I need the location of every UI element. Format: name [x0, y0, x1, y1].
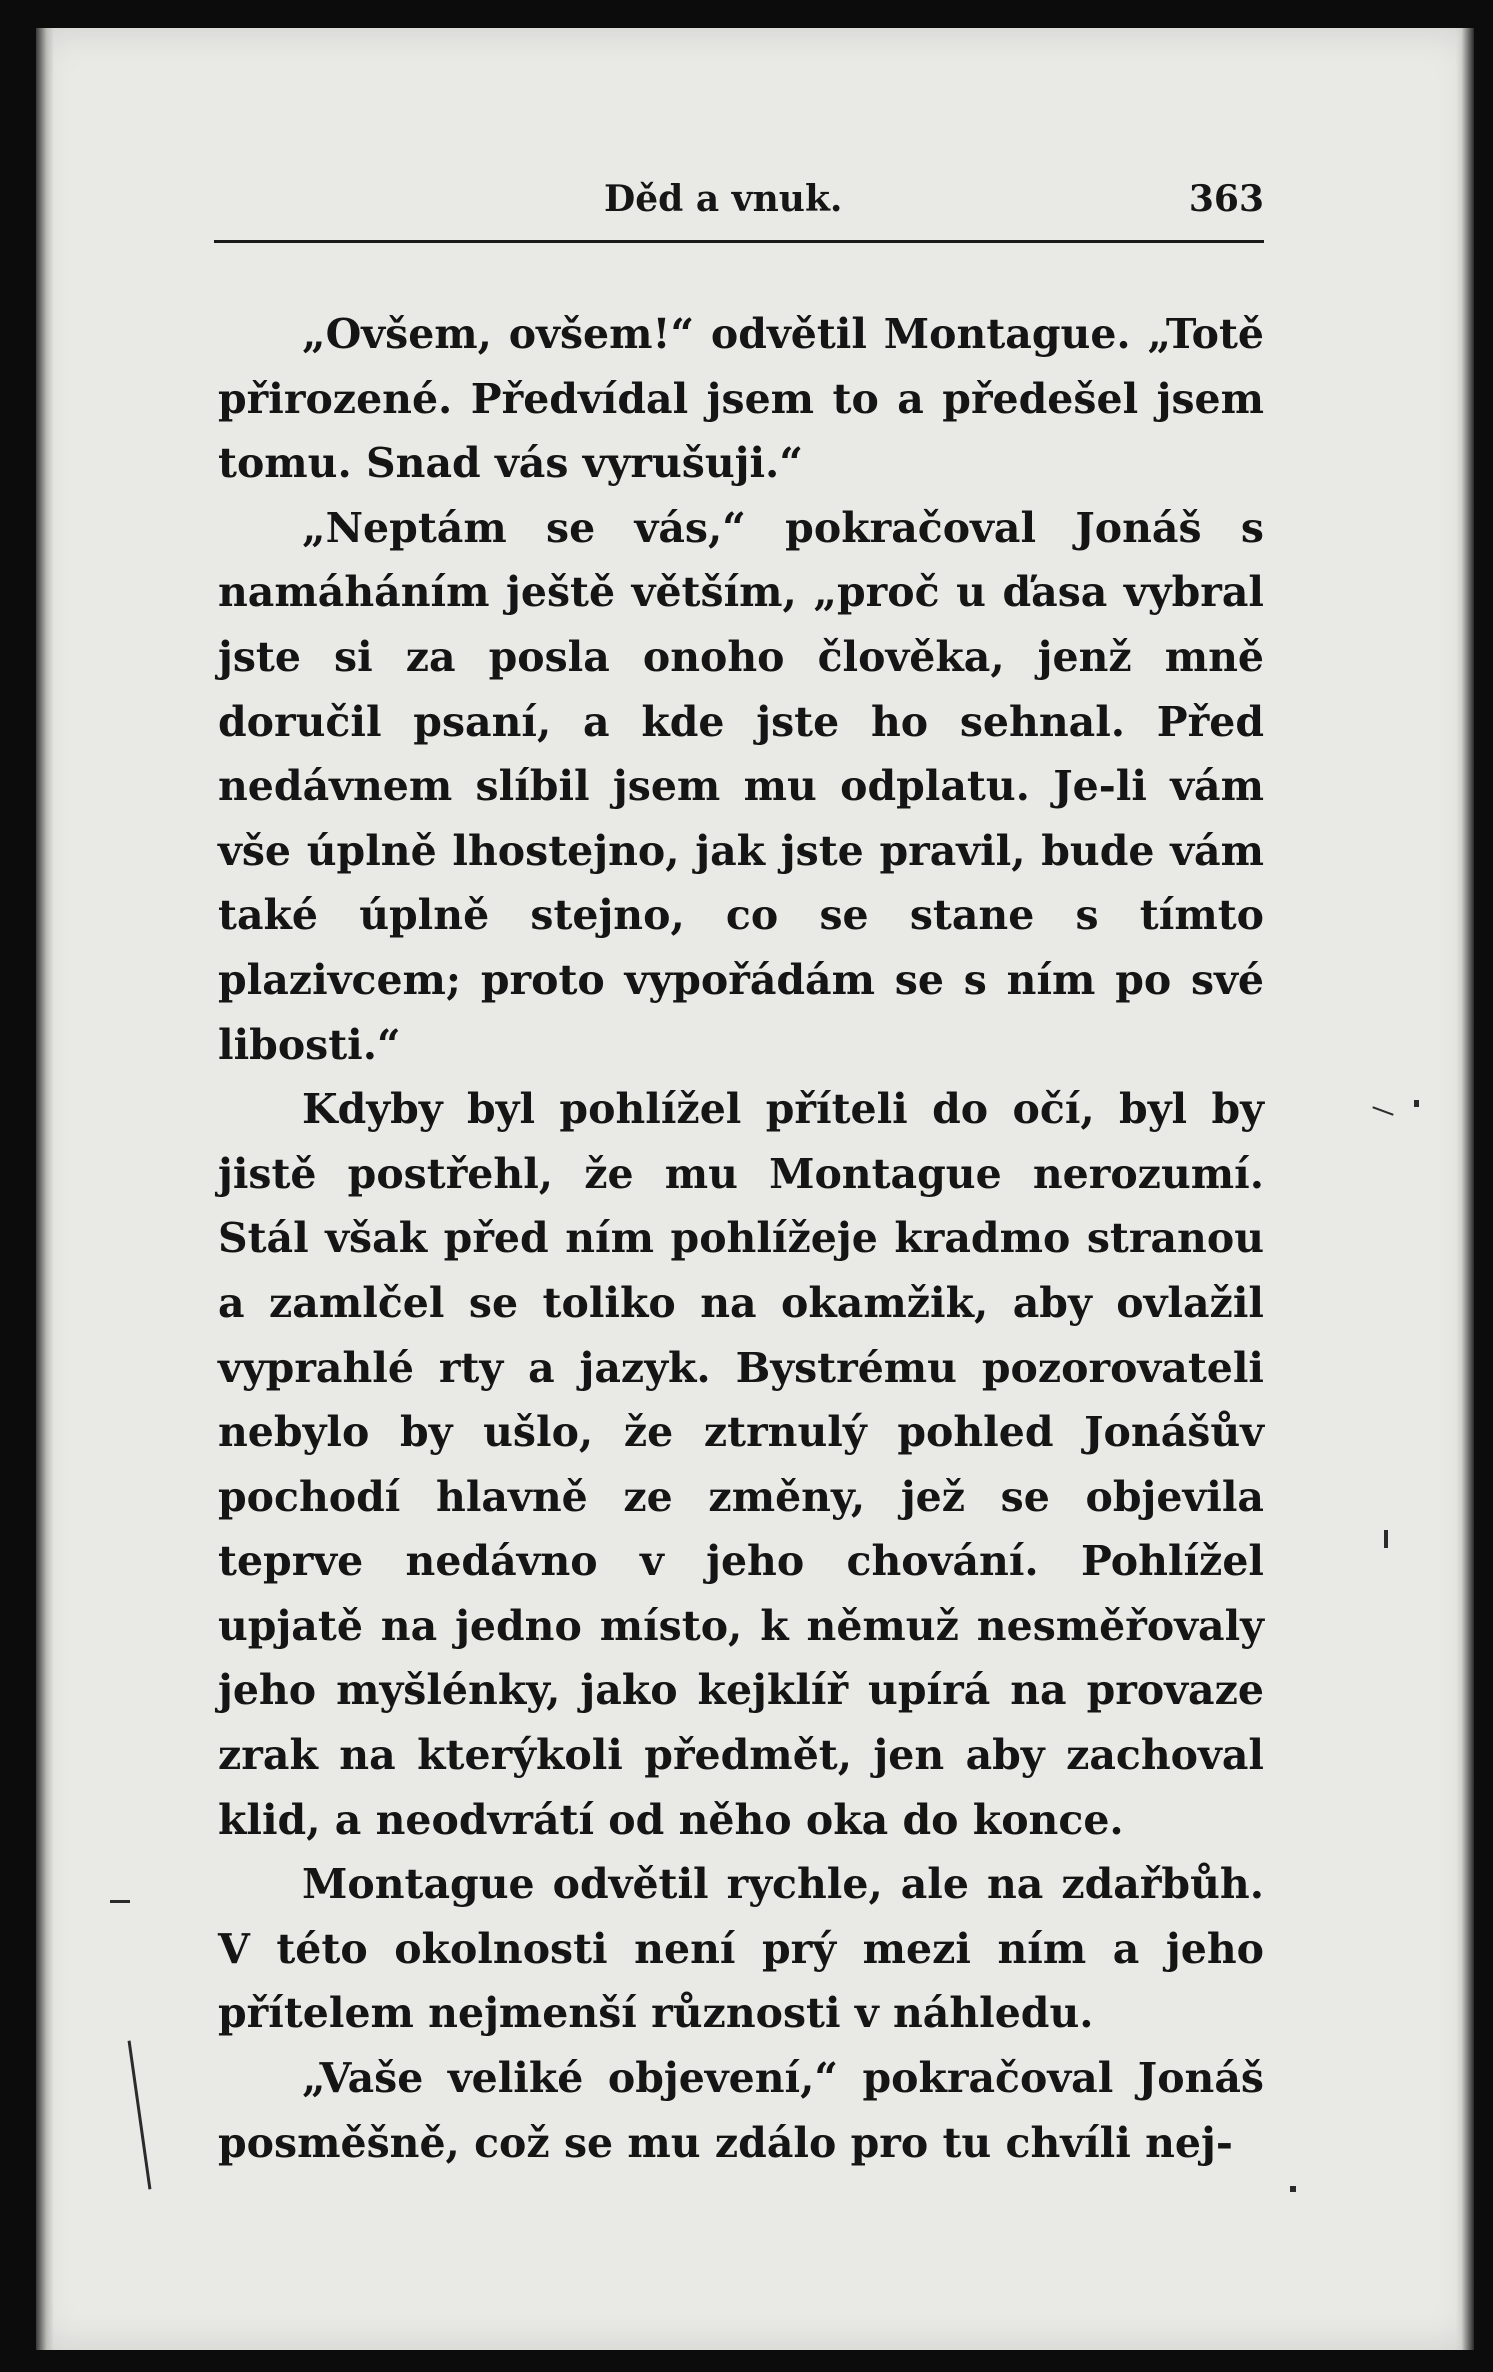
page-header: [214, 178, 1264, 226]
page-edge-shadow-left: [36, 28, 54, 2350]
paragraph-4: Montague odvětil rychle, ale na zdařbůh. V této okolnosti není prý mezi ním a jeho přítelem nejmenší různosti v náhledu.: [218, 1860, 1264, 2038]
paragraph-2: „Neptám se vás,“ pokračoval Jonáš s namáháním ještě větším, „proč u ďasa vybral jste si za posla onoho člověka, jenž mně doručil psaní, a kde jste ho sehnal. Před nedávnem slíbil jsem mu odplatu. Je-li vám vše úplně lhostejno, jak jste pravil, bude vám také úplně stejno, co se stane s tímto plazivcem; proto vypořádám se s ním po své libosti.“: [218, 503, 1264, 1069]
page-edge-shadow-right: [1456, 28, 1474, 2350]
running-title: Děd a vnuk.: [604, 178, 843, 220]
scan-speck: [110, 1900, 130, 1903]
scan-speck: [1290, 2186, 1296, 2192]
page-number: 363: [1188, 178, 1264, 220]
body-text: [218, 302, 1264, 2175]
paragraph-5: „Vaše veliké objevení,“ pokračoval Jonáš posměšně, což se mu zdálo pro tu chvíli nej-: [218, 2054, 1264, 2167]
paragraph-1: „Ovšem, ovšem!“ odvětil Montague. „Totě přirozené. Předvídal jsem to a předešel jsem tomu. Snad vás vyrušuji.“: [218, 310, 1264, 488]
paragraph-3: Kdyby byl pohlížel příteli do očí, byl by jistě postřehl, že mu Montague nerozumí. Stál však před ním pohlížeje kradmo stranou a zamlčel se toliko na okamžik, aby ovlažil vyprahlé rty a jazyk. Bystrému pozorovateli nebylo by ušlo, že ztrnulý pohled Jonášův pochodí hlavně ze změny, jež se objevila teprve nedávno v jeho chování. Pohlížel upjatě na jedno místo, k němuž nesměřovaly jeho myšlénky, jako kejklíř upírá na provaze zrak na kterýkoli předmět, jen aby zachoval klid, a neodvrátí od něho oka do konce.: [218, 1085, 1264, 1844]
scan-speck: [1414, 1100, 1419, 1107]
scan-speck: [1384, 1530, 1388, 1548]
header-rule: [214, 240, 1264, 243]
